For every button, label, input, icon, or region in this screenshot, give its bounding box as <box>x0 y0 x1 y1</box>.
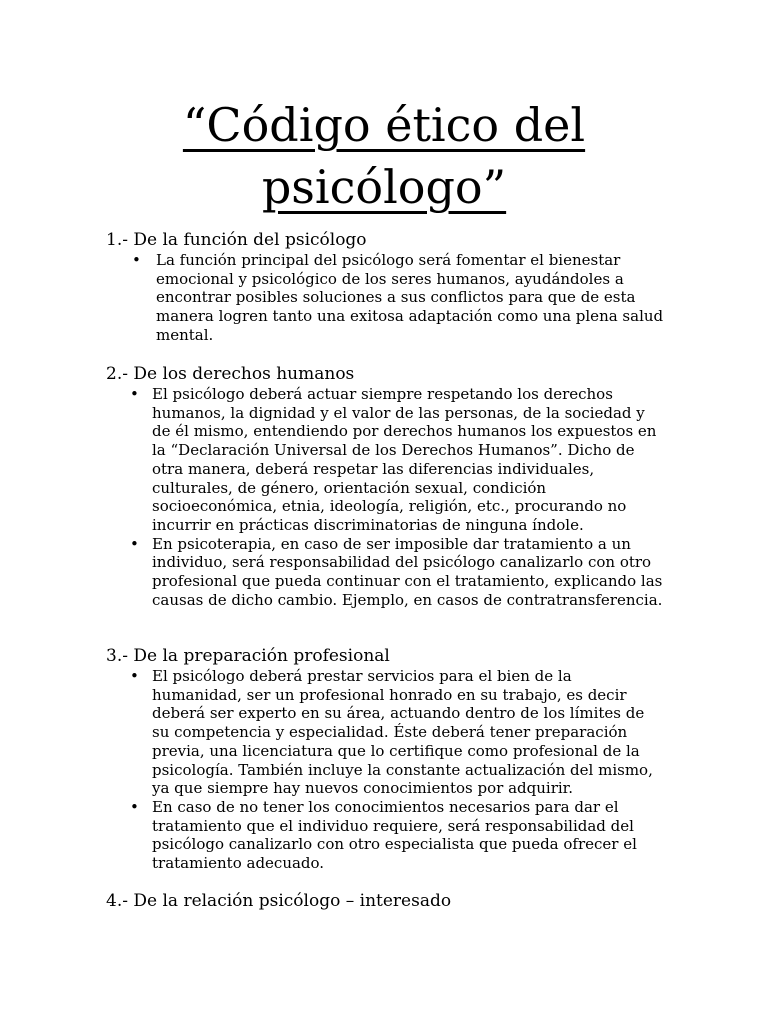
section-relacion <box>106 890 666 912</box>
bullet-text: En psicoterapia, en caso de ser imposible dar tratamiento a un individuo, será responsabilidad del psicólogo canalizarlo con otro profesional que pueda continuar con el tratamiento, explicando las causas de dicho cambio. Ejemplo, en casos de contratransferencia. <box>152 534 663 609</box>
list-item <box>106 798 666 873</box>
bullet-icon: • <box>130 534 139 553</box>
list-item <box>106 667 666 798</box>
bullet-icon: • <box>132 251 141 269</box>
section-heading: 4.- De la relación psicólogo – interesado <box>106 891 452 911</box>
list-item <box>106 251 666 345</box>
section-derechos <box>106 363 666 609</box>
bullet-text: En caso de no tener los conocimientos necesarios para dar el tratamiento que el individuo requiere, será responsabilidad del psicólogo canalizarlo con otro especialista que pueda ofrecer el tratamiento adecuado. <box>152 797 637 873</box>
title-line-2: psicólogo” <box>261 160 507 214</box>
bullet-text: La función principal del psicólogo será fomentar el bienestar emocional y psicológico de los seres humanos, ayudándoles a encontrar posibles soluciones a sus conflictos para que de esta manera logren tanto una exitosa adaptación como una plena salud mental. <box>156 251 664 344</box>
bullet-text: El psicólogo deberá prestar servicios para el bien de la humanidad, ser un profesional honrado en su trabajo, es decir deberá ser experto en su área, actuando dentro de los límites de su competencia y especialidad. Éste deberá tener preparación previa, una licenciatura que lo certifique como profesional de la psicología. También incluye la constante actualización del mismo, ya que siempre hay nuevos conocimientos por adquirir. <box>152 667 653 798</box>
bullet-icon: • <box>130 385 139 403</box>
section-heading: 3.- De la preparación profesional <box>106 646 390 666</box>
bullet-icon: • <box>130 667 139 685</box>
bullet-list <box>106 251 666 345</box>
section-heading: 2.- De los derechos humanos <box>106 364 355 384</box>
list-item <box>106 385 666 535</box>
document-title <box>0 94 768 218</box>
list-item <box>106 535 666 610</box>
bullet-list <box>106 667 666 873</box>
bullet-icon: • <box>130 797 139 816</box>
section-preparacion <box>106 645 666 873</box>
section-funcion <box>106 229 666 345</box>
title-line-1: “Código ético del <box>182 98 586 152</box>
bullet-text: El psicólogo deberá actuar siempre respetando los derechos humanos, la dignidad y el valor de las personas, de la sociedad y de él mismo, entendiendo por derechos humanos los expuestos en la “Declaración Universal de los Derechos Humanos”. Dicho de otra manera, deberá respetar las diferencias individuales, culturales, de género, orientación sexual, condición socioeconómica, etnia, ideología, religión, etc., procurando no incurrir en prácticas discriminatorias de ninguna índole. <box>152 385 657 534</box>
bullet-list <box>106 385 666 609</box>
section-heading: 1.- De la función del psicólogo <box>106 230 367 250</box>
